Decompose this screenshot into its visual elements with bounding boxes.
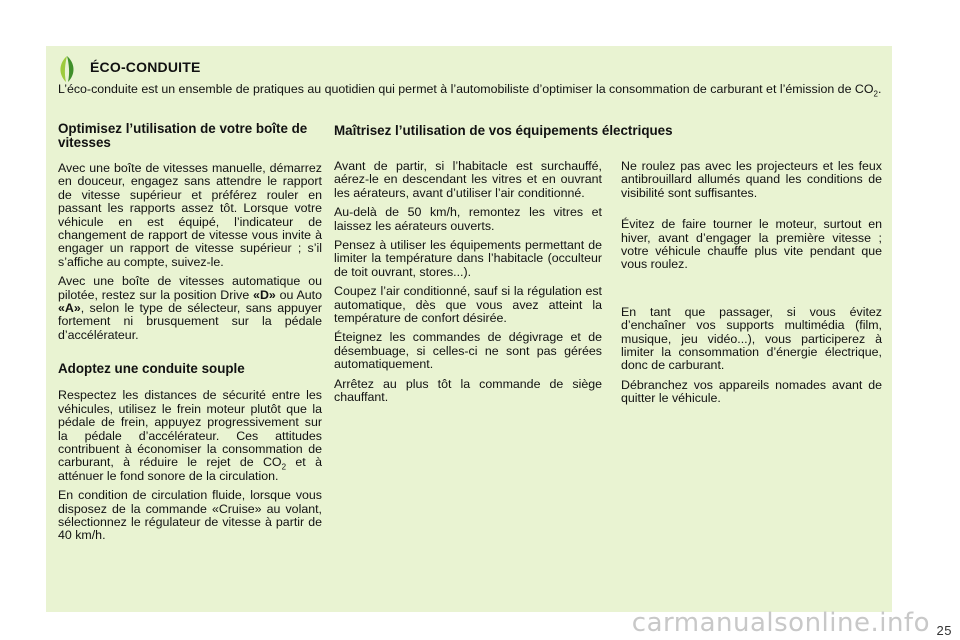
paragraph-headlamps: Ne roulez pas avec les projecteurs et les feux antibrouillard allumés quand les conditions de visibilité sont suffisantes. [621, 159, 882, 200]
column-right [621, 160, 882, 412]
paragraph-heated-seat: Arrêtez au plus tôt la commande de siège chauffant. [334, 376, 602, 405]
heading-gearbox: Optimisez l’utilisation de votre boîte de vitesses [58, 121, 308, 150]
section-title: ÉCO-CONDUITE [90, 59, 201, 75]
intro-paragraph: L’éco-conduite est un ensemble de pratiques au quotidien qui permet à l’automobiliste d’optimiser la consommation de carburant et l’émission de $CO_2$. [58, 82, 882, 99]
leaf-icon [55, 54, 79, 84]
page-number: 25 [936, 623, 952, 638]
paragraph-defrost: Éteignez les commandes de dégivrage et de désembuage, si celles-ci ne sont pas gérées automatiquement. [334, 330, 602, 372]
paragraph-automatic-gearbox: Avec une boîte de vitesses automatique ou pilotée, restez sur la position Drive «D» ou Auto «A», selon le type de sélecteur, sans appuyer fortement ni brusquement sur la pédale d’accélérateur. [58, 274, 322, 342]
paragraph-windows: Au-delà de 50 km/h, remontez les vitres et laissez les aérateurs ouverts. [334, 205, 602, 233]
paragraph-safety-distance: Respectez les distances de sécurité entre les véhicules, utilisez le frein moteur plutôt que la pédale de frein, appuyez progressivement sur la pédale d’accélérateur. Ces attitudes contribuent à économiser la consommation de carburant, à réduire le rejet de $CO_2$ et à atténuer le fond sonore de la circulation. [58, 388, 322, 483]
column-middle [334, 160, 602, 411]
column-left [58, 122, 322, 549]
paragraph-multimedia: En tant que passager, si vous évitez d’enchaîner vos supports multimédia (film, musique, jeu vidéo...), vous participerez à limiter la consommation d’énergie électrique, donc de carburant. [621, 304, 882, 373]
paragraph-manual-gearbox: Avec une boîte de vitesses manuelle, démarrez en douceur, engagez sans attendre le rapport de vitesse supérieur et préférez rouler en passant les rapports assez tôt. Lorsque votre véhicule en est équipé, l’indicateur de changement de rapport de vitesse vous invite à engager un rapport de vitesse supérieur ; s’il s’affiche au compte, suivez-le. [58, 161, 322, 269]
heading-smooth-driving: Adoptez une conduite souple [58, 361, 245, 377]
heading-electrical: Maîtrisez l’utilisation de vos équipements électriques [334, 123, 673, 138]
paragraph-engine-idle: Évitez de faire tourner le moteur, surtout en hiver, avant d’engager la première vitesse ; votre véhicule chauffe plus vite pendant que vous roulez. [621, 217, 882, 272]
paragraph-air-conditioning: Coupez l’air conditionné, sauf si la régulation est automatique, dès que vous avez atteint la température de confort désirée. [334, 284, 602, 326]
paragraph-unplug: Débranchez vos appareils nomades avant de quitter le véhicule. [621, 377, 882, 406]
paragraph-ventilation: Avant de partir, si l’habitacle est surchauffé, aérez-le en descendant les vitres et en ouvrant les aérateurs, avant d’utiliser l’air conditionné. [334, 159, 602, 200]
paragraph-blinds: Pensez à utiliser les équipements permettant de limiter la température dans l’habitacle (occulteur de toit ouvrant, stores...). [334, 238, 602, 279]
watermark: carmanualsonline.info [631, 608, 930, 638]
paragraph-cruise: En condition de circulation fluide, lorsque vous disposez de la commande «Cruise» au volant, sélectionnez le régulateur de vitesse à partir de 40 km/h. [58, 488, 322, 543]
